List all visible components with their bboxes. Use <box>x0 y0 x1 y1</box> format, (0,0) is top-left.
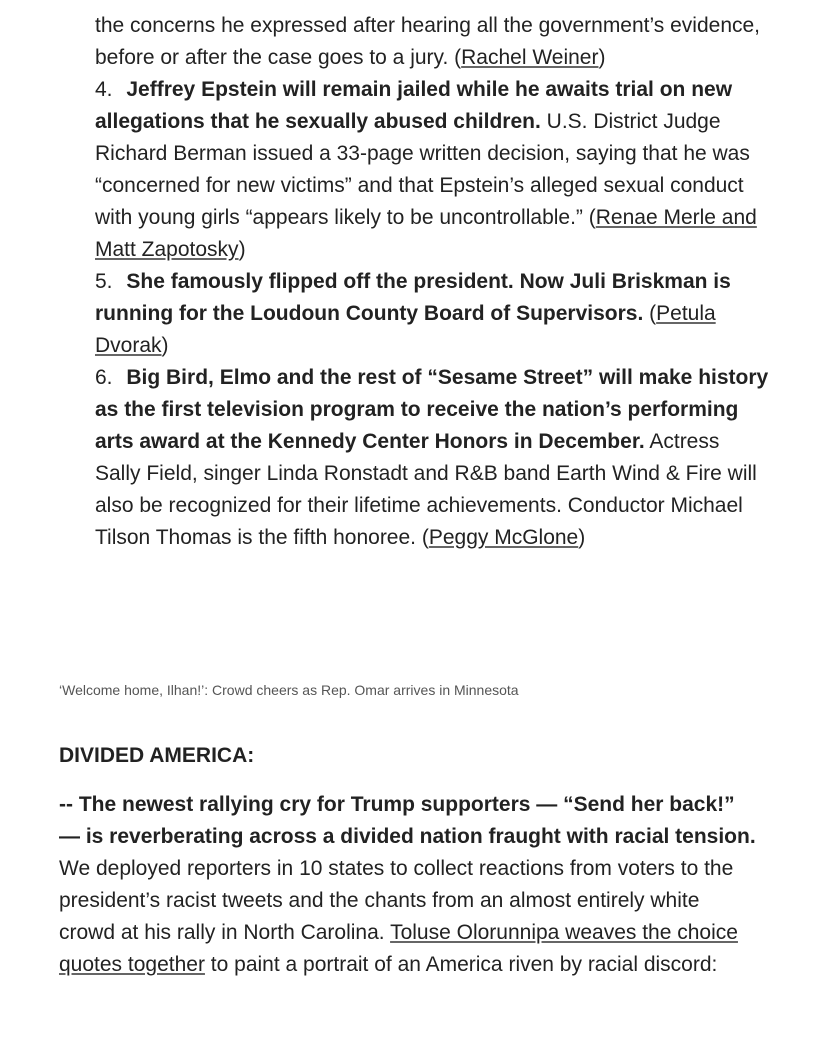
item-tail: ) <box>238 238 246 261</box>
item-number: 4. <box>95 78 113 101</box>
author-link[interactable]: Rachel Weiner <box>461 46 599 69</box>
author-link[interactable]: Renae Merle and Matt Zapotosky <box>95 206 757 261</box>
list-item <box>95 10 770 74</box>
section-tail: to paint a portrait of an America riven by racial discord: <box>204 953 718 976</box>
item-text: ( <box>643 302 657 325</box>
section-heading: DIVIDED AMERICA: <box>59 744 255 767</box>
item-tail: ) <box>598 46 606 69</box>
item-headline: Jeffrey Epstein will remain jailed while he awaits trial on new allegations that he sexually abused children. <box>95 78 733 133</box>
item-tail: ) <box>161 334 169 357</box>
item-headline: Big Bird, Elmo and the rest of “Sesame Street” will make history as the first television program to receive the nation’s performing arts award at the Kennedy Center Honors in December. <box>95 366 769 453</box>
item-headline: She famously flipped off the president. Now Juli Briskman is running for the Loudoun County Board of Supervisors. <box>95 270 731 325</box>
item-text: Actress Sally Field, singer Linda Ronstadt and R&B band Earth Wind & Fire will also be recognized for their lifetime achievements. Conductor Michael Tilson Thomas is the fifth honoree. ( <box>95 430 757 549</box>
video-caption[interactable]: ‘Welcome home, Ilhan!’: Crowd cheers as Rep. Omar arrives in Minnesota <box>59 682 519 698</box>
section-lead: -- The newest rallying cry for Trump supporters — “Send her back!” — is reverberating across a divided nation fraught with racial tension. <box>59 793 756 848</box>
author-link[interactable]: Petula Dvorak <box>95 302 716 357</box>
item-tail: ) <box>578 526 586 549</box>
story-link[interactable]: Toluse Olorunnipa weaves the choice quotes together <box>59 921 738 976</box>
list-item <box>95 362 770 554</box>
section-paragraph <box>59 789 759 981</box>
author-link[interactable]: Peggy McGlone <box>428 526 579 549</box>
item-number: 6. <box>95 366 113 389</box>
item-text: U.S. District Judge Richard Berman issued a 33-page written decision, saying that he was “concerned for new victims” and that Epstein’s alleged sexual conduct with young girls “appears likely to be uncontrollable.” ( <box>95 110 750 229</box>
item-number: 5. <box>95 270 113 293</box>
list-item <box>95 74 770 266</box>
item-text: the concerns he expressed after hearing all the government’s evidence, before or after the case goes to a jury. ( <box>95 14 761 69</box>
section-text: We deployed reporters in 10 states to collect reactions from voters to the president’s racist tweets and the chants from an almost entirely white crowd at his rally in North Carolina. <box>59 857 734 944</box>
list-item <box>95 266 770 362</box>
news-list <box>95 10 770 554</box>
